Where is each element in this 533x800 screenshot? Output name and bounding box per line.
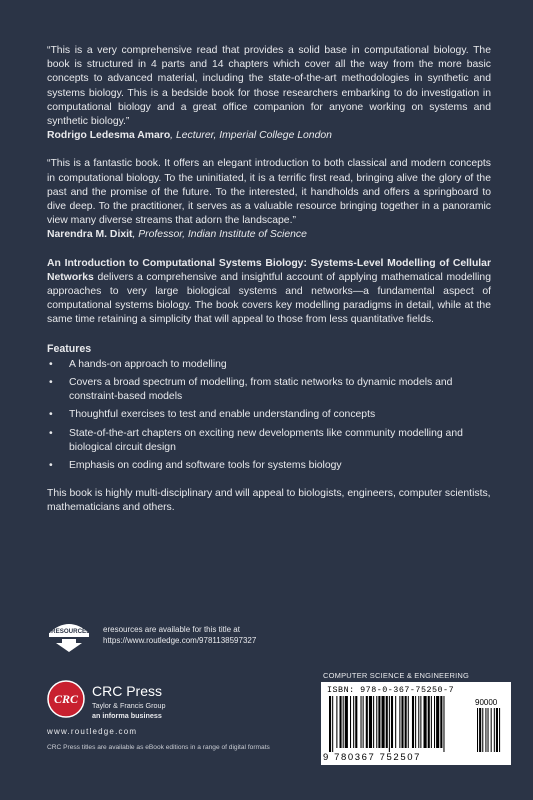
barcode-bar (329, 696, 331, 752)
barcode-bar (405, 696, 407, 748)
cover-text (47, 44, 491, 516)
addon-bar (496, 708, 498, 752)
barcode-bar (369, 696, 372, 748)
crc-logo-text: CRC (53, 692, 79, 706)
eresources-download-icon (47, 617, 91, 653)
quote-text: “This is a very comprehensive read that provides a solid base in computational biology. The book is structured in 4 parts and 14 chapters which cover all the way from the more basic concepts to advanced material, including the state-of-the-art methodologies in synthetic and systems biology. This is a bedside book for those researchers embarking to do investigation in computational biology and a great office companion for anyone working on systems and synthetic biology.” (47, 45, 491, 128)
ebook-note: CRC Press titles are available as eBook editions in a range of digital formats (47, 744, 270, 751)
barcode-bar (382, 696, 385, 748)
endorsement-quote-2 (47, 157, 491, 242)
barcode-bar (363, 696, 364, 748)
audience-statement: This book is highly multi-disciplinary and will appeal to biologists, engineers, computer scientists, mathematicians and others. (47, 488, 491, 514)
publisher-group: Taylor & Francis Group (92, 701, 166, 710)
barcode-bar (378, 696, 380, 748)
description-text: delivers a comprehensive and insightful account of applying mathematical modelling approaches to very large biological systems and networks—a fundamental aspect of computational systems biology. The book covers key modelling paradigms in detail, while at the same time retaining a simplicity that will appeal to those from less quantitative fields. (47, 271, 491, 326)
book-title: An Introduction to Computational Systems Biology: Systems-Level Modelling of Cellular Networks (47, 257, 491, 283)
barcode-bar (440, 696, 442, 748)
eresources-text (103, 624, 256, 646)
features-list (47, 358, 491, 473)
author-name: Narendra M. Dixit (47, 229, 133, 241)
features-heading: Features (47, 342, 92, 355)
barcode-bar (350, 696, 351, 748)
feature-item: • Covers a broad spectrum of modelling, from static networks to dynamic models and constraint-based models (47, 376, 491, 404)
barcode-bar (401, 696, 403, 748)
barcode-bar (376, 696, 377, 748)
barcode-bar (424, 696, 427, 748)
barcode-bar (399, 696, 400, 748)
addon-bar (499, 708, 500, 752)
addon-bar (482, 708, 483, 752)
barcode-bar (389, 696, 390, 752)
barcode-bar (395, 696, 396, 748)
barcode-bar (412, 696, 414, 748)
author-name: Rodrigo Ledesma Amaro (47, 130, 171, 142)
eresources-block (47, 617, 397, 653)
isbn-barcode (321, 682, 511, 765)
barcode-bar (355, 696, 357, 748)
feature-item: • A hands-on approach to modelling (47, 358, 491, 372)
barcode-bar (353, 696, 354, 748)
barcode-bar (332, 696, 333, 752)
quote-author (47, 129, 491, 143)
eresources-line: eresources are available for this title at (103, 625, 240, 634)
addon-bar (494, 708, 495, 752)
addon-bar (488, 708, 489, 752)
barcode-bar (415, 696, 416, 748)
publisher-tagline: an informa business (92, 711, 162, 720)
isbn-label: ISBN: 978-0-367-75250-7 (327, 685, 455, 695)
eresources-url[interactable]: https://www.routledge.com/9781138597327 (103, 636, 257, 645)
barcode-bar (386, 696, 388, 748)
barcode-bar (408, 696, 409, 748)
quote-text: “This is a fantastic book. It offers an elegant introduction to both classical and modern concepts in computational biology. To the uninitiated, it is a terrific first read, bringing alive the glory of the past and the promise of the future. To the interested, it handholds and offers a springboard to dive deep. To the practitioner, it serves as a valuable resource bringing together in a panoramic view many diverse streams that adorn the landscape.” (47, 158, 491, 227)
author-title: , Lecturer, Imperial College London (170, 130, 332, 142)
feature-item: • Emphasis on coding and software tools for systems biology (47, 459, 491, 473)
feature-item: • State-of-the-art chapters on exciting new developments like community modelling and biological circuit design (47, 427, 491, 455)
subject-category: COMPUTER SCIENCE & ENGINEERING (323, 671, 470, 680)
barcode-bar (436, 696, 439, 748)
barcode-bar (391, 696, 393, 748)
barcode-bar (366, 696, 368, 748)
quote-author (47, 228, 491, 242)
addon-bar (485, 708, 486, 752)
publisher-block (47, 680, 247, 740)
price-code: 90000 (475, 698, 498, 707)
addon-bar (477, 708, 478, 752)
barcode-bar (336, 696, 337, 748)
endorsement-quote-1 (47, 44, 491, 143)
barcode-bar (434, 696, 435, 748)
crc-press-logo (47, 680, 85, 718)
barcode-bar (361, 696, 362, 748)
addon-bar (479, 708, 481, 752)
author-title: , Professor, Indian Institute of Science (132, 229, 307, 241)
addon-bar (491, 708, 492, 752)
barcode-bar (428, 696, 430, 748)
book-description (47, 257, 491, 328)
feature-item: • Thoughtful exercises to test and enable understanding of concepts (47, 408, 491, 422)
eresources-icon-label: eRESOURCES (47, 628, 91, 635)
publisher-name: CRC Press (92, 683, 163, 699)
barcode-bar (340, 696, 342, 748)
publisher-url[interactable]: www.routledge.com (47, 727, 138, 736)
barcode-bar (443, 696, 444, 752)
barcode-digits: 9 780367 752507 (323, 752, 421, 763)
barcode-bar (420, 696, 421, 748)
barcode-bar (418, 696, 419, 748)
barcode-bar (431, 696, 432, 748)
barcode-bar (345, 696, 348, 748)
barcode-bar (343, 696, 344, 748)
barcode-bar (373, 696, 374, 748)
